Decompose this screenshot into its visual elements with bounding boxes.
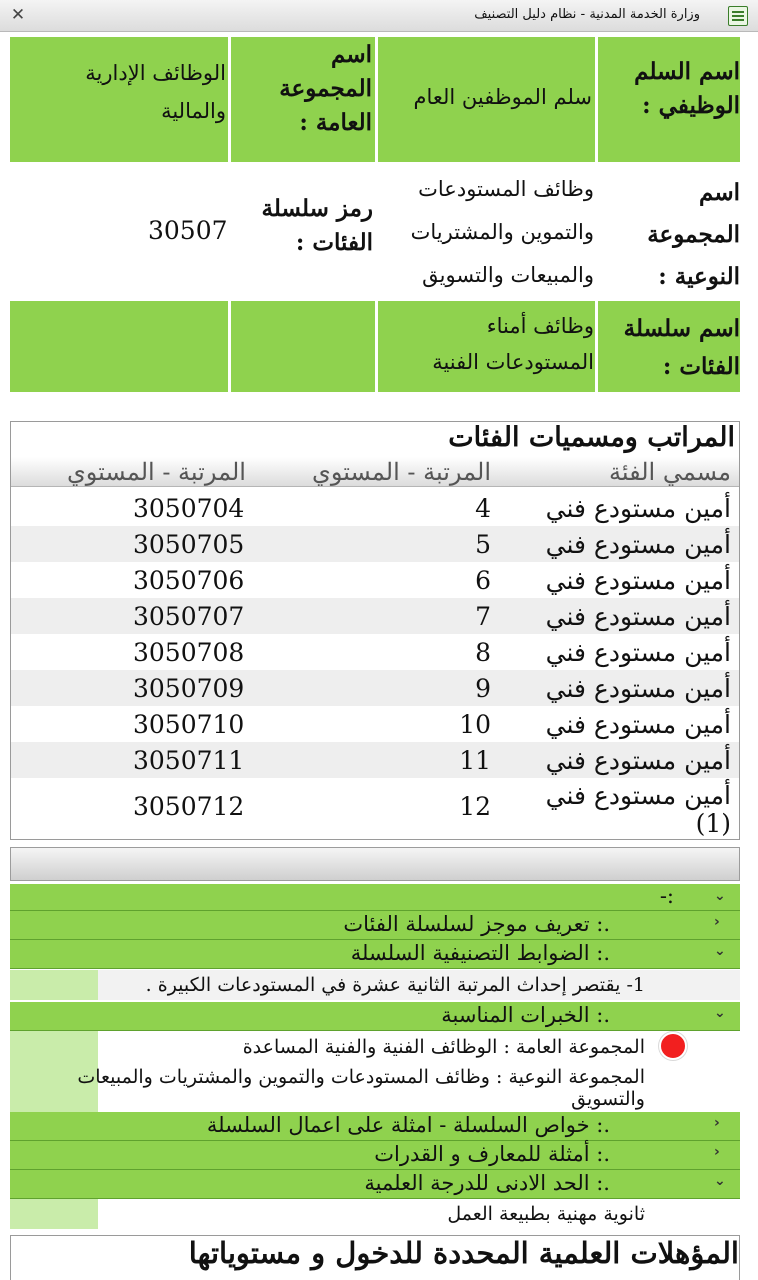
cell-level: 5 [475,530,491,559]
label-job-scale: اسم السلم الوظيفي : [634,58,740,119]
accordion-header-properties[interactable] [10,1112,740,1141]
chevron-down-icon[interactable]: ⌄ [714,888,726,904]
table-row[interactable] [11,742,739,778]
accordion-title-definition: .: تعريف موجز لسلسلة الفئات [343,912,610,936]
experience-type: المجموعة النوعية : وظائف المستودعات والتموين والمشتريات والمبيعات والتسويق [77,1066,645,1110]
cell-name: أمين مستودع فني [545,602,731,631]
close-icon[interactable]: ✕ [10,5,26,25]
accordion-header-definition[interactable] [10,911,740,940]
cell-code: 3050706 [133,566,245,595]
accordion-title-min-degree: .: الحد الادنى للدرجة العلمية [364,1171,610,1195]
table-row[interactable] [11,634,739,670]
table-row[interactable] [11,670,739,706]
value-series-name: وظائف أمناء المستودعات الفنية [432,314,594,374]
cell-name: أمين مستودع فني [545,566,731,595]
accordion-title-properties: .: خواص السلسلة - امثلة على اعمال السلسلة [206,1113,610,1137]
cell-code: 3050710 [133,710,245,739]
window-title-bar [0,0,758,32]
cell-code: 3050712 [133,792,245,821]
cell-name: أمين مستودع فني [545,494,731,523]
spreadsheet-icon [728,6,748,26]
record-icon[interactable] [659,1032,687,1060]
window-title: وزارة الخدمة المدنية - نظام دليل التصنيف [474,7,700,22]
chevron-down-icon[interactable]: ⌄ [714,1173,726,1189]
cell-code: 3050709 [133,674,245,703]
column-header-level[interactable]: المرتبة - المستوي [312,458,491,486]
experience-general: المجموعة العامة : الوظائف الفنية والفنية المساعدة [242,1036,645,1058]
table-row[interactable] [11,490,739,526]
table-row[interactable] [11,778,739,836]
accordion-header-skills[interactable] [10,1141,740,1170]
table-row[interactable] [11,706,739,742]
chevron-down-icon[interactable]: ⌄ [714,1005,726,1021]
cell-name: أمين مستودع فني [545,710,731,739]
accordion-header-rules[interactable] [10,940,740,969]
panel-toolbar [10,847,740,881]
chevron-left-icon[interactable]: ‹ [714,914,720,930]
cell-code: 3050708 [133,638,245,667]
table-row[interactable] [11,526,739,562]
cell-level: 12 [459,792,491,821]
table-row[interactable] [11,598,739,634]
ranks-table-header [11,457,739,487]
label-series-name: اسم سلسلة الفئات : [623,315,740,380]
cell-name: أمين مستودع فني [545,674,731,703]
chevron-down-icon[interactable]: ⌄ [714,943,726,959]
experience-content [10,1031,740,1112]
cell-code: 3050705 [133,530,245,559]
accordion-header-min-degree[interactable] [10,1170,740,1199]
value-series-code: 30507 [148,216,228,245]
column-header-code[interactable]: المرتبة - المستوي [67,458,246,486]
value-type-group: وظائف المستودعات والتموين والمشتريات والمبيعات والتسويق [410,177,594,287]
cell-level: 7 [475,602,491,631]
accordion-title-top: :- [659,884,674,908]
rules-item: 1- يقتصر إحداث المرتبة الثانية عشرة في المستودعات الكبيرة . [145,974,645,996]
accordion-title-skills: .: أمثلة للمعارف و القدرات [374,1142,610,1166]
rules-content [10,970,740,1000]
qualifications-title: المؤهلات العلمية المحددة للدخول و مستوياتها [188,1236,739,1270]
cell-name: أمين مستودع فني (1) [545,781,731,838]
cell-name: أمين مستودع فني [545,746,731,775]
accordion-title-rules: .: الضوابط التصنيفية السلسلة [350,941,610,965]
cell-level: 8 [475,638,491,667]
cell-name: أمين مستودع فني [545,530,731,559]
accordion-title-experience: .: الخبرات المناسبة [441,1003,610,1027]
cell-code: 3050711 [133,746,245,775]
chevron-left-icon[interactable]: ‹ [714,1115,720,1131]
value-job-scale: سلم الموظفين العام [413,85,592,109]
min-degree-content [10,1199,740,1229]
label-type-group: اسم المجموعة النوعية : [647,179,740,290]
ranks-table [10,421,740,840]
cell-code: 3050704 [133,494,245,523]
chevron-left-icon[interactable]: ‹ [714,1144,720,1160]
cell-level: 4 [475,494,491,523]
label-series-code: رمز سلسلة الفئات : [261,195,373,256]
cell-level: 10 [459,710,491,739]
accordion-header-experience[interactable] [10,1002,740,1031]
min-degree-value: ثانوية مهنية بطبيعة العمل [447,1203,645,1225]
column-header-name[interactable]: مسمي الفئة [608,458,731,486]
cell-level: 6 [475,566,491,595]
cell-code: 3050707 [133,602,245,631]
cell-level: 11 [459,746,491,775]
qualifications-section [10,1235,740,1280]
label-general-group: اسم المجموعة العامة : [279,41,372,136]
cell-name: أمين مستودع فني [545,638,731,667]
value-general-group: الوظائف الإدارية والمالية [85,61,226,123]
accordion-header-top[interactable] [10,884,740,911]
ranks-table-title: المراتب ومسميات الفئات [448,422,735,453]
cell-level: 9 [475,674,491,703]
table-row[interactable] [11,562,739,598]
